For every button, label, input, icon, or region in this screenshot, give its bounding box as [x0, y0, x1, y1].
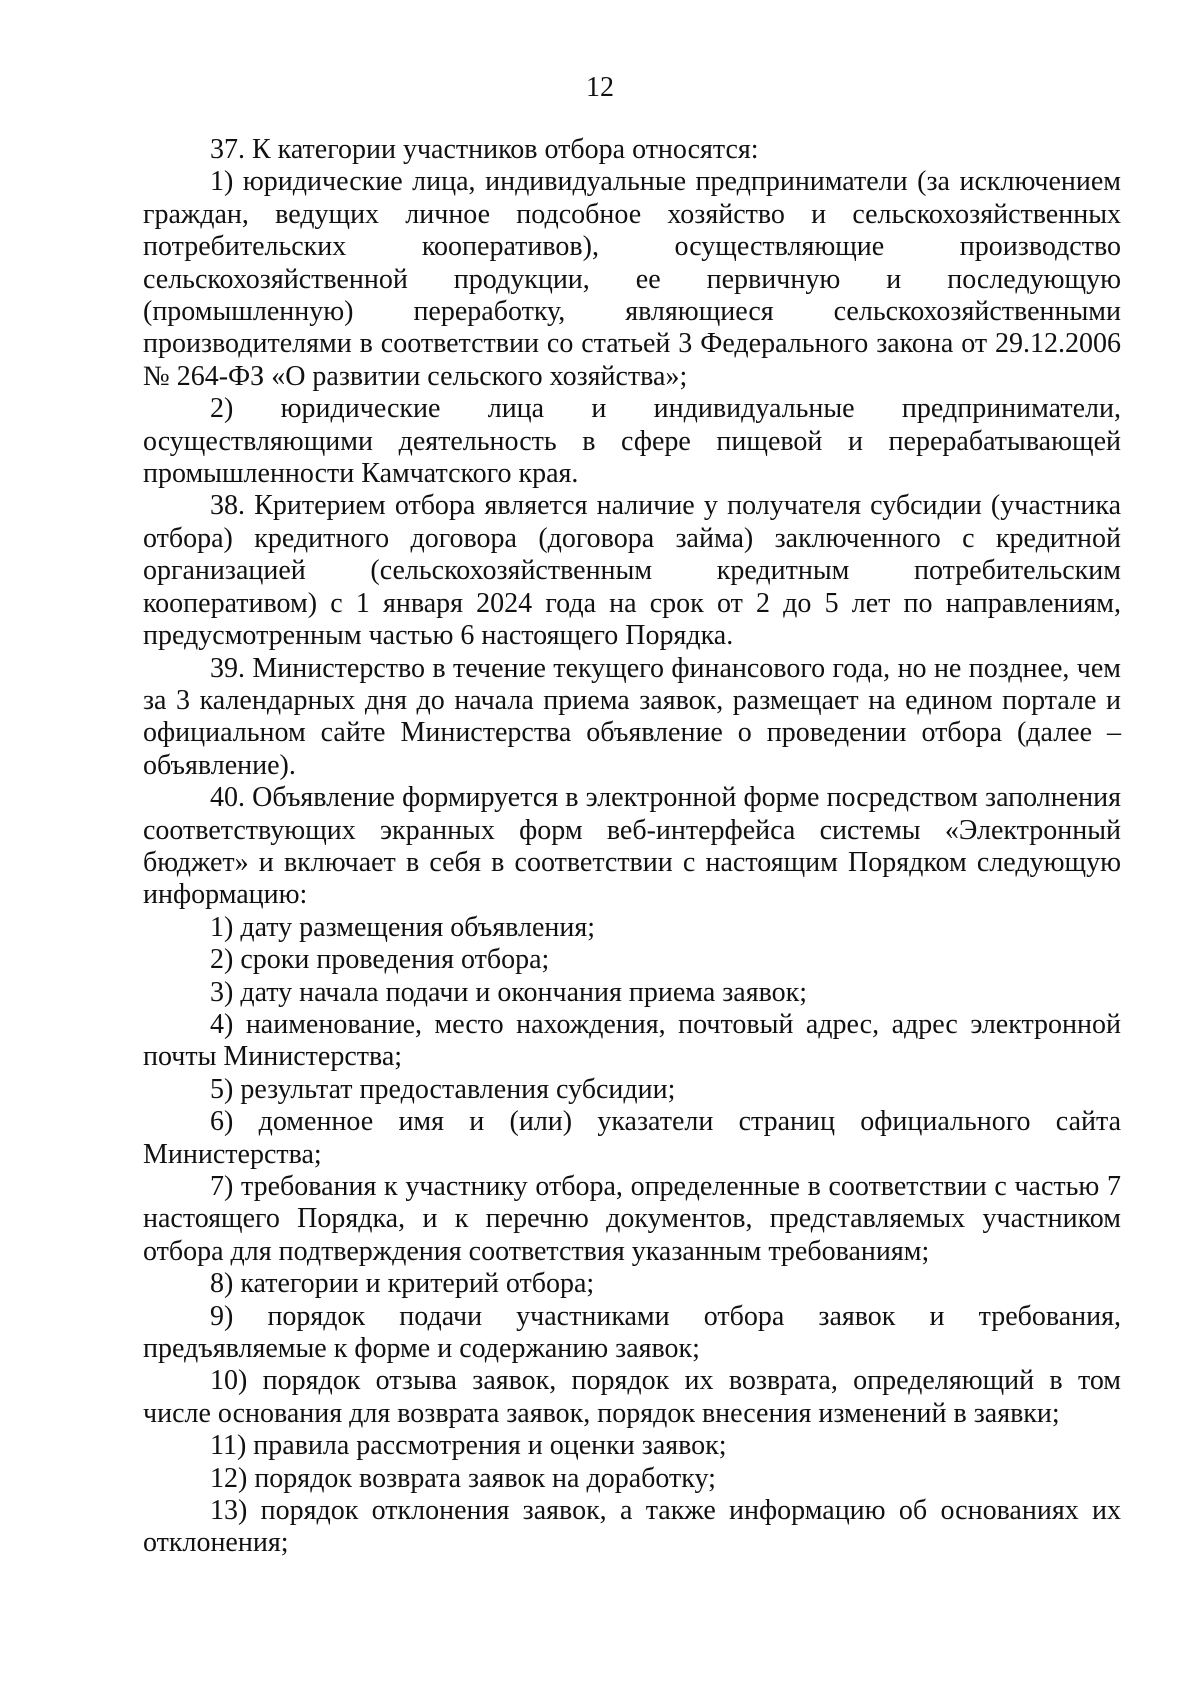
paragraph-40-item-11: 11) правила рассмотрения и оценки заявок; [210, 1430, 727, 1462]
paragraph-37-item-1: 1) юридические лица, индивидуальные предприниматели (за исключением граждан, ведущих личное подсобное хозяйство и сельскохозяйственных потребительских кооперативов), осуществляющие производство сельскохозяйственной продукции, ее первичную и последующую (промышленную) переработку, являющиеся сельскохозяйственными производителями в соответствии со статьей 3 Федерального закона от 29.12.2006 № 264-ФЗ «О развитии сельского хозяйства»; [143, 166, 1121, 392]
paragraph-40-item-2: 2) сроки проведения отбора; [210, 944, 550, 976]
paragraph-37-item-2: 2) юридические лица и индивидуальные предприниматели, осуществляющими деятельность в сфере пищевой и перерабатывающей промышленности Камчатского края. [143, 393, 1121, 490]
paragraph-40-item-4: 4) наименование, место нахождения, почтовый адрес, адрес электронной почты Министерства; [143, 1008, 1121, 1073]
paragraph-40-item-1: 1) дату размещения объявления; [210, 911, 595, 943]
paragraph-40-item-12: 12) порядок возврата заявок на доработку; [210, 1462, 716, 1494]
paragraph-38: 38. Критерием отбора является наличие у получателя субсидии (участника отбора) кредитного договора (договора займа) заключенного с кредитной организацией (сельскохозяйственным кредитным потребительским кооперативом) с 1 января 2024 года на срок от 2 до 5 лет по направлениям, предусмотренным частью 6 настоящего Порядка. [143, 490, 1121, 652]
paragraph-40-item-3: 3) дату начала подачи и окончания приема заявок; [210, 976, 808, 1008]
document-body [143, 134, 1121, 1560]
paragraph-39: 39. Министерство в течение текущего финансового года, но не позднее, чем за 3 календарных дня до начала приема заявок, размещает на едином портале и официальном сайте Министерства объявление о проведении отбора (далее – объявление). [143, 652, 1121, 781]
page-number: 12 [586, 72, 614, 103]
paragraph-40-item-9: 9) порядок подачи участниками отбора заявок и требования, предъявляемые к форме и содержанию заявок; [143, 1300, 1121, 1365]
paragraph-40-item-8: 8) категории и критерий отбора; [210, 1268, 595, 1300]
paragraph-40-item-5: 5) результат предоставления субсидии; [210, 1073, 676, 1105]
paragraph-40: 40. Объявление формируется в электронной форме посредством заполнения соответствующих экранных форм веб-интерфейса системы «Электронный бюджет» и включает в себя в соответствии с настоящим Порядком следующую информацию: [143, 782, 1121, 911]
paragraph-40-item-7: 7) требования к участнику отбора, определенные в соответствии с частью 7 настоящего Порядка, и к перечню документов, представляемых участником отбора для подтверждения соответствия указанным требованиям; [143, 1171, 1121, 1267]
paragraph-37: 37. К категории участников отбора относятся: [210, 134, 759, 165]
paragraph-40-item-10: 10) порядок отзыва заявок, порядок их возврата, определяющий в том числе основания для возврата заявок, порядок внесения изменений в заявки; [143, 1365, 1121, 1429]
paragraph-40-item-13: 13) порядок отклонения заявок, а также информацию об основаниях их отклонения; [143, 1495, 1121, 1559]
paragraph-40-item-6: 6) доменное имя и (или) указатели страниц официального сайта Министерства; [143, 1106, 1121, 1170]
